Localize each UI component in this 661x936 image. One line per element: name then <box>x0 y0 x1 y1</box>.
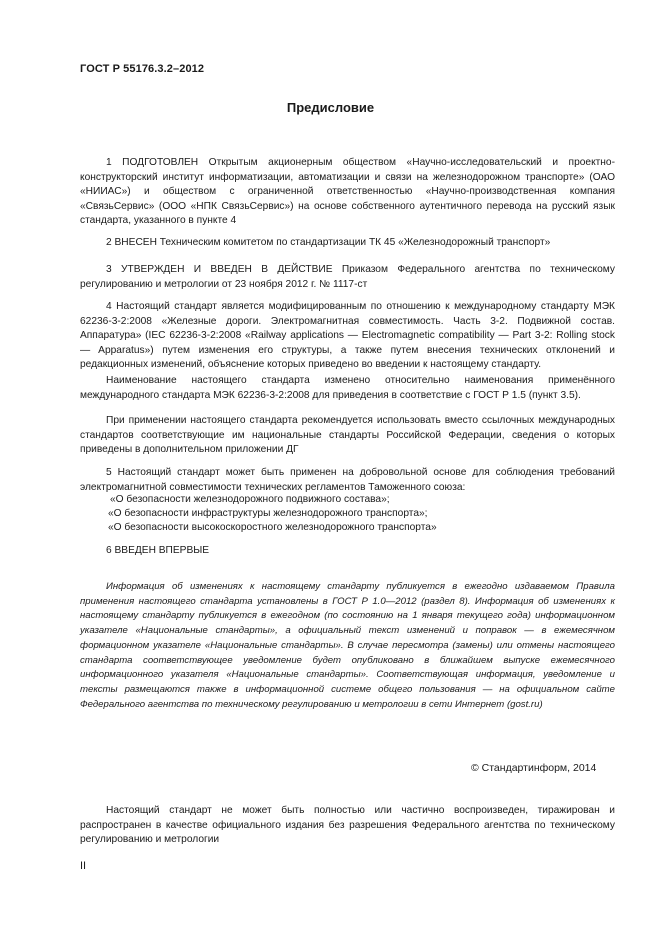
paragraph-4-references: При применении настоящего стандарта рекомендуется использовать вместо ссылочных международных стандартов соответствующие им национальные стандарты Российской Федерации, сведения о которых приведены в дополнительном приложении ДГ <box>80 415 615 456</box>
copyright-notice: © Стандартинформ, 2014 <box>471 762 597 774</box>
list-item: «О безопасности железнодорожного подвижного состава»; <box>110 494 390 505</box>
paragraph-3-approved: 3 УТВЕРЖДЕН И ВВЕДЕН В ДЕЙСТВИЕ Приказом Федерального агентства по техническому регулированию и метрологии от 23 ноября 2012 г. № 1117-ст <box>80 264 615 290</box>
paragraph-1-prepared: 1 ПОДГОТОВЛЕН Открытым акционерным обществом «Научно-исследовательский и проектно-конструкторский институт информатизации, автоматизации и связи на железнодорожном транспорте» (ОАО «НИИАС») и обществом с ограниченной ответственностью «Научно-производственная компания «СвязьСервис» (ООО «НПК СвязьСервис») на основе собственного аутентичного перевода на русский язык стандарта, указанного в пункте 4 <box>80 157 615 227</box>
list-item: «О безопасности высокоскоростного железнодорожного транспорта» <box>108 522 437 533</box>
reproduction-notice: Настоящий стандарт не может быть полностью или частично воспроизведен, тиражирован и распространен в качестве официального издания без разрешения Федерального агентства по техническому регулированию и метрологии <box>80 805 615 846</box>
amendments-info-notice: Информация об изменениях к настоящему стандарту публикуется в ежегодно издаваемом Правила применения настоящего стандарта установлены в ГОСТ Р 1.0—2012 (раздел 8). Информация об изменениях к настоящему стандарту публикуется в ежегодном (по состоянию на 1 января текущего года) информационном указателе «Национальные стандарты», а официальный текст изменений и поправок — в ежемесячном формационном указателе «Национальные стандарты». В случае пересмотра (замены) или отмены настоящего стандарта соответствующее уведомление будет опубликовано в ближайшем выпуске ежемесячного информационного указателя «Национальные стандарты». Соответствующая информация, уведомление и тексты размещаются также в информационной системе общего пользования — на официальном сайте Федерального агентства по техническому регулированию и метрологии в сети Интернет (gost.ru) <box>80 581 615 710</box>
page-number: II <box>80 860 87 872</box>
paragraph-2-submitted: 2 ВНЕСЕН Техническим комитетом по стандартизации ТК 45 «Железнодорожный транспорт» <box>106 237 551 248</box>
paragraph-4-modified: 4 Настоящий стандарт является модифицированным по отношению к международному стандарту МЭК 62236-3-2:2008 «Железные дороги. Электромагнитная совместимость. Часть 3-2. Подвижной состав. Аппаратура» (IEC 62236-3-2:2008 «Railway applications — Electromagnetic compatibility — Part 3-2: Rolling stock — Apparatus») путем изменения его структуры, а также путем внесения технических отклонений и редакционных изменений, объяснение которых приведено во введении к настоящему стандарту. <box>80 301 615 371</box>
standard-number-header: ГОСТ Р 55176.3.2–2012 <box>80 63 205 75</box>
paragraph-4-name-change: Наименование настоящего стандарта изменено относительно наименования применённого международного стандарта МЭК 62236-3-2:2008 для приведения в соответствие с ГОСТ Р 1.5 (пункт 3.5). <box>80 375 615 401</box>
page-title: Предисловие <box>286 100 375 115</box>
paragraph-6-first-introduced: 6 ВВЕДЕН ВПЕРВЫЕ <box>106 545 210 556</box>
paragraph-5-voluntary: 5 Настоящий стандарт может быть применен на добровольной основе для соблюдения требований электромагнитной совместимости технических регламентов Таможенного союза: <box>80 467 615 493</box>
list-item: «О безопасности инфраструктуры железнодорожного транспорта»; <box>108 508 428 519</box>
